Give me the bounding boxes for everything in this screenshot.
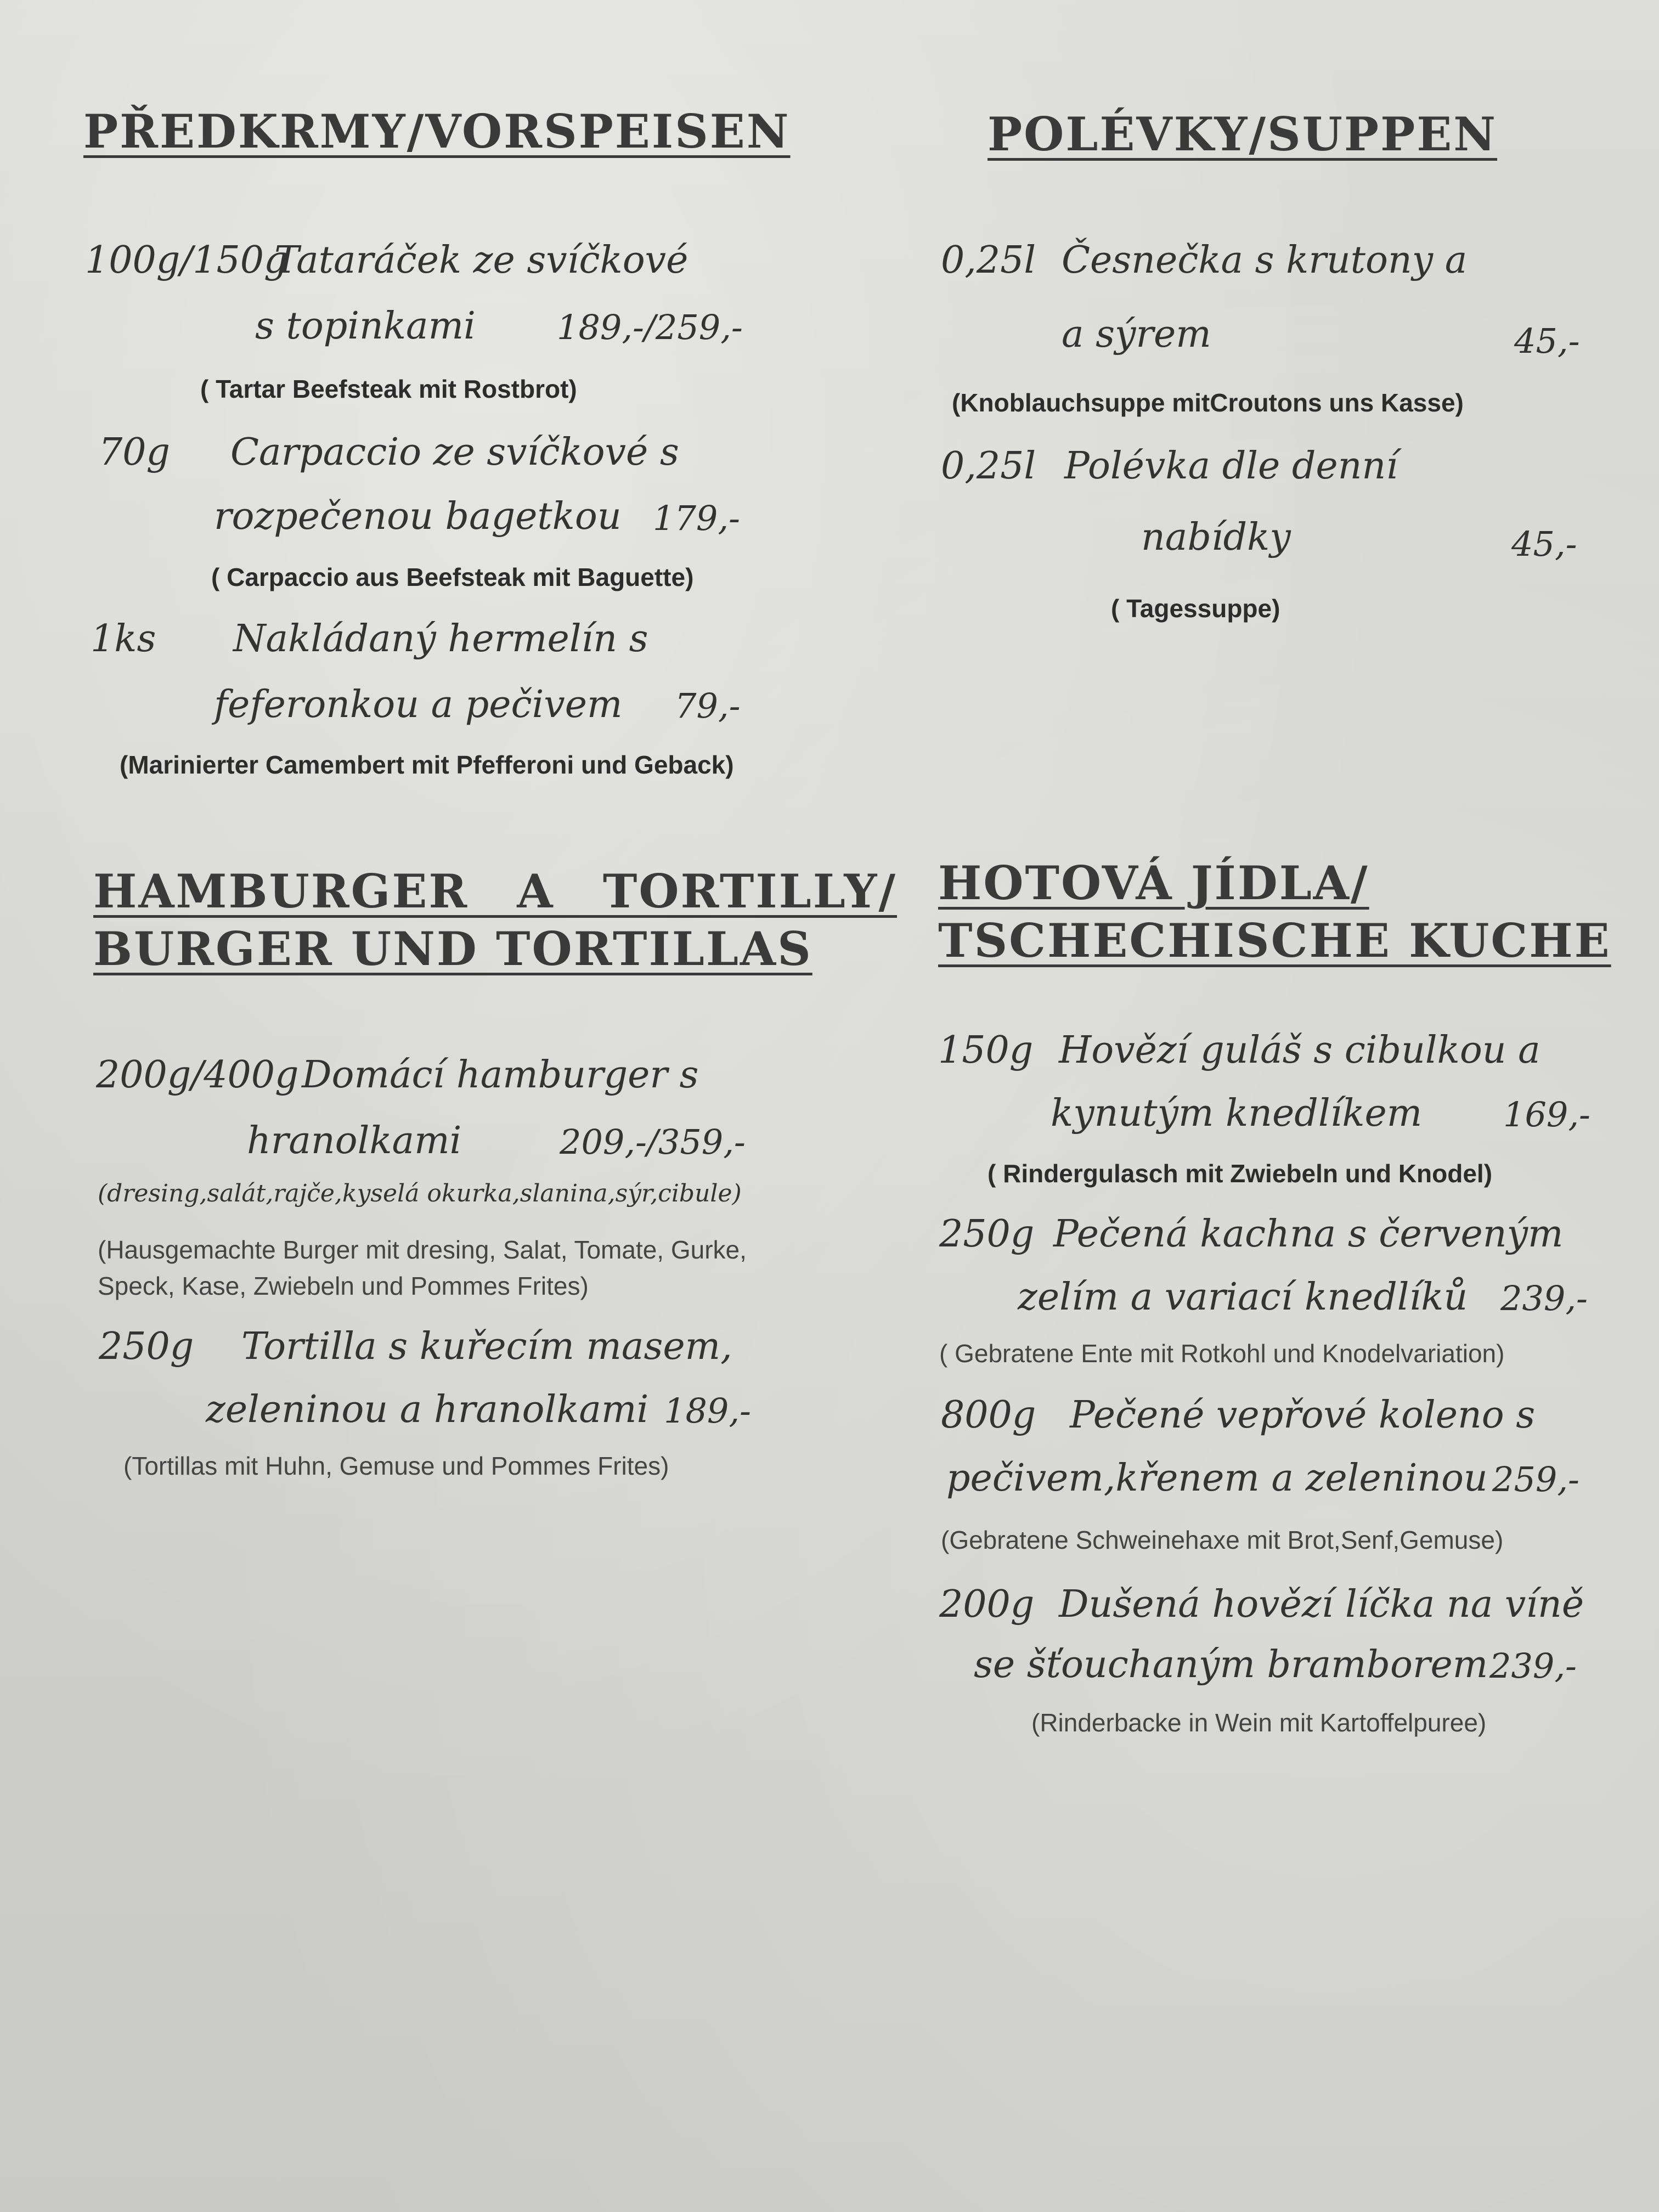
- item-name-line2: hranolkami: [247, 1119, 462, 1163]
- item-ingredients: (dresing,salát,rajče,kyselá okurka,slanina,sýr,cibule): [98, 1180, 742, 1207]
- item-name-line1: Nakládaný hermelín s: [233, 617, 648, 661]
- burgers-heading-line1: HAMBURGER A TORTILLY/: [93, 864, 898, 918]
- item-name-line1: Polévka dle denní: [1064, 444, 1398, 488]
- item-description: (Gebratene Schweinehaxe mit Brot,Senf,Gemuse): [941, 1526, 1504, 1554]
- item-name-line2: rozpečenou bagetkou: [214, 495, 622, 538]
- item-qty: 1ks: [91, 617, 156, 661]
- burgers-heading-line2: BURGER UND TORTILLAS: [93, 922, 812, 976]
- item-qty: 0,25l: [941, 239, 1036, 282]
- item-qty: 250g: [99, 1325, 194, 1368]
- starters-heading: PŘEDKRMY/VORSPEISEN: [83, 104, 791, 159]
- item-name-line2: zelím a variací knedlíků: [1018, 1276, 1468, 1319]
- item-name-line2: se šťouchaným bramborem: [974, 1643, 1488, 1686]
- item-name-line2: s topinkami: [255, 304, 476, 348]
- item-description: (Tortillas mit Huhn, Gemuse und Pommes Frites): [123, 1452, 669, 1480]
- item-description: (Hausgemachte Burger mit dresing, Salat, Tomate, Gurke, Speck, Kase, Zwiebeln und Pommes Frites): [98, 1235, 747, 1300]
- item-price: 259,-: [1492, 1459, 1579, 1499]
- item-name-line1: Domácí hamburger s: [302, 1053, 699, 1097]
- item-qty: 250g: [939, 1212, 1035, 1256]
- item-name-line2: feferonkou a pečivem: [214, 683, 623, 726]
- item-description: ( Carpaccio aus Beefsteak mit Baguette): [211, 563, 694, 591]
- item-description: (Rinderbacke in Wein mit Kartoffelpuree): [1031, 1708, 1487, 1737]
- item-description: (Knoblauchsuppe mitCroutons uns Kasse): [952, 388, 1464, 417]
- item-qty: 200g: [939, 1583, 1035, 1626]
- item-qty: 200g/400g: [96, 1053, 299, 1097]
- item-name-line1: Tortilla s kuřecím masem,: [241, 1325, 732, 1368]
- item-name-line1: Pečená kachna s červeným: [1053, 1212, 1564, 1256]
- item-name-line1: Dušená hovězí líčka na víně: [1059, 1583, 1584, 1626]
- item-price: 179,-: [653, 498, 740, 538]
- item-name-line1: Hovězí guláš s cibulkou a: [1059, 1029, 1541, 1072]
- item-price: 189,-/259,-: [557, 307, 743, 347]
- item-price: 79,-: [675, 686, 741, 726]
- item-description: ( Rindergulasch mit Zwiebeln und Knodel): [988, 1159, 1493, 1188]
- item-name-line1: Carpaccio ze svíčkové s: [230, 431, 679, 474]
- item-name-line2: zeleninou a hranolkami: [206, 1388, 649, 1431]
- item-price: 239,-: [1489, 1646, 1577, 1686]
- item-price: 45,-: [1514, 321, 1580, 361]
- item-name-line2: pečivem,křenem a zeleninou: [946, 1457, 1488, 1500]
- item-qty: 0,25l: [941, 444, 1036, 488]
- item-name-line1: Česnečka s krutony a: [1062, 239, 1468, 282]
- item-price: 239,-: [1500, 1278, 1588, 1318]
- item-price: 189,-: [664, 1391, 751, 1431]
- item-description: ( Tartar Beefsteak mit Rostbrot): [200, 375, 577, 403]
- item-name-line2: nabídky: [1141, 516, 1291, 559]
- item-qty: 150g: [938, 1029, 1034, 1072]
- mains-heading-line1: HOTOVÁ JÍDLA/: [938, 856, 1369, 910]
- item-description: (Marinierter Camembert mit Pfefferoni und Geback): [120, 751, 734, 779]
- item-description: ( Gebratene Ente mit Rotkohl und Knodelvariation): [939, 1339, 1505, 1368]
- soups-heading: POLÉVKY/SUPPEN: [988, 107, 1498, 161]
- item-name-line2: kynutým knedlíkem: [1051, 1092, 1423, 1135]
- item-price: 169,-: [1503, 1094, 1590, 1135]
- item-name-line1: Tataráček ze svíčkové: [274, 239, 689, 282]
- mains-heading-line2: TSCHECHISCHE KUCHE: [938, 913, 1611, 968]
- item-description: ( Tagessuppe): [1111, 594, 1280, 623]
- item-price: 45,-: [1511, 524, 1577, 564]
- item-name-line1: Pečené vepřové koleno s: [1070, 1393, 1536, 1437]
- item-qty: 100g/150g: [85, 239, 288, 282]
- item-price: 209,-/359,-: [560, 1122, 746, 1162]
- item-name-line2: a sýrem: [1062, 313, 1211, 356]
- item-qty: 800g: [941, 1393, 1036, 1437]
- item-qty: 70g: [99, 431, 171, 474]
